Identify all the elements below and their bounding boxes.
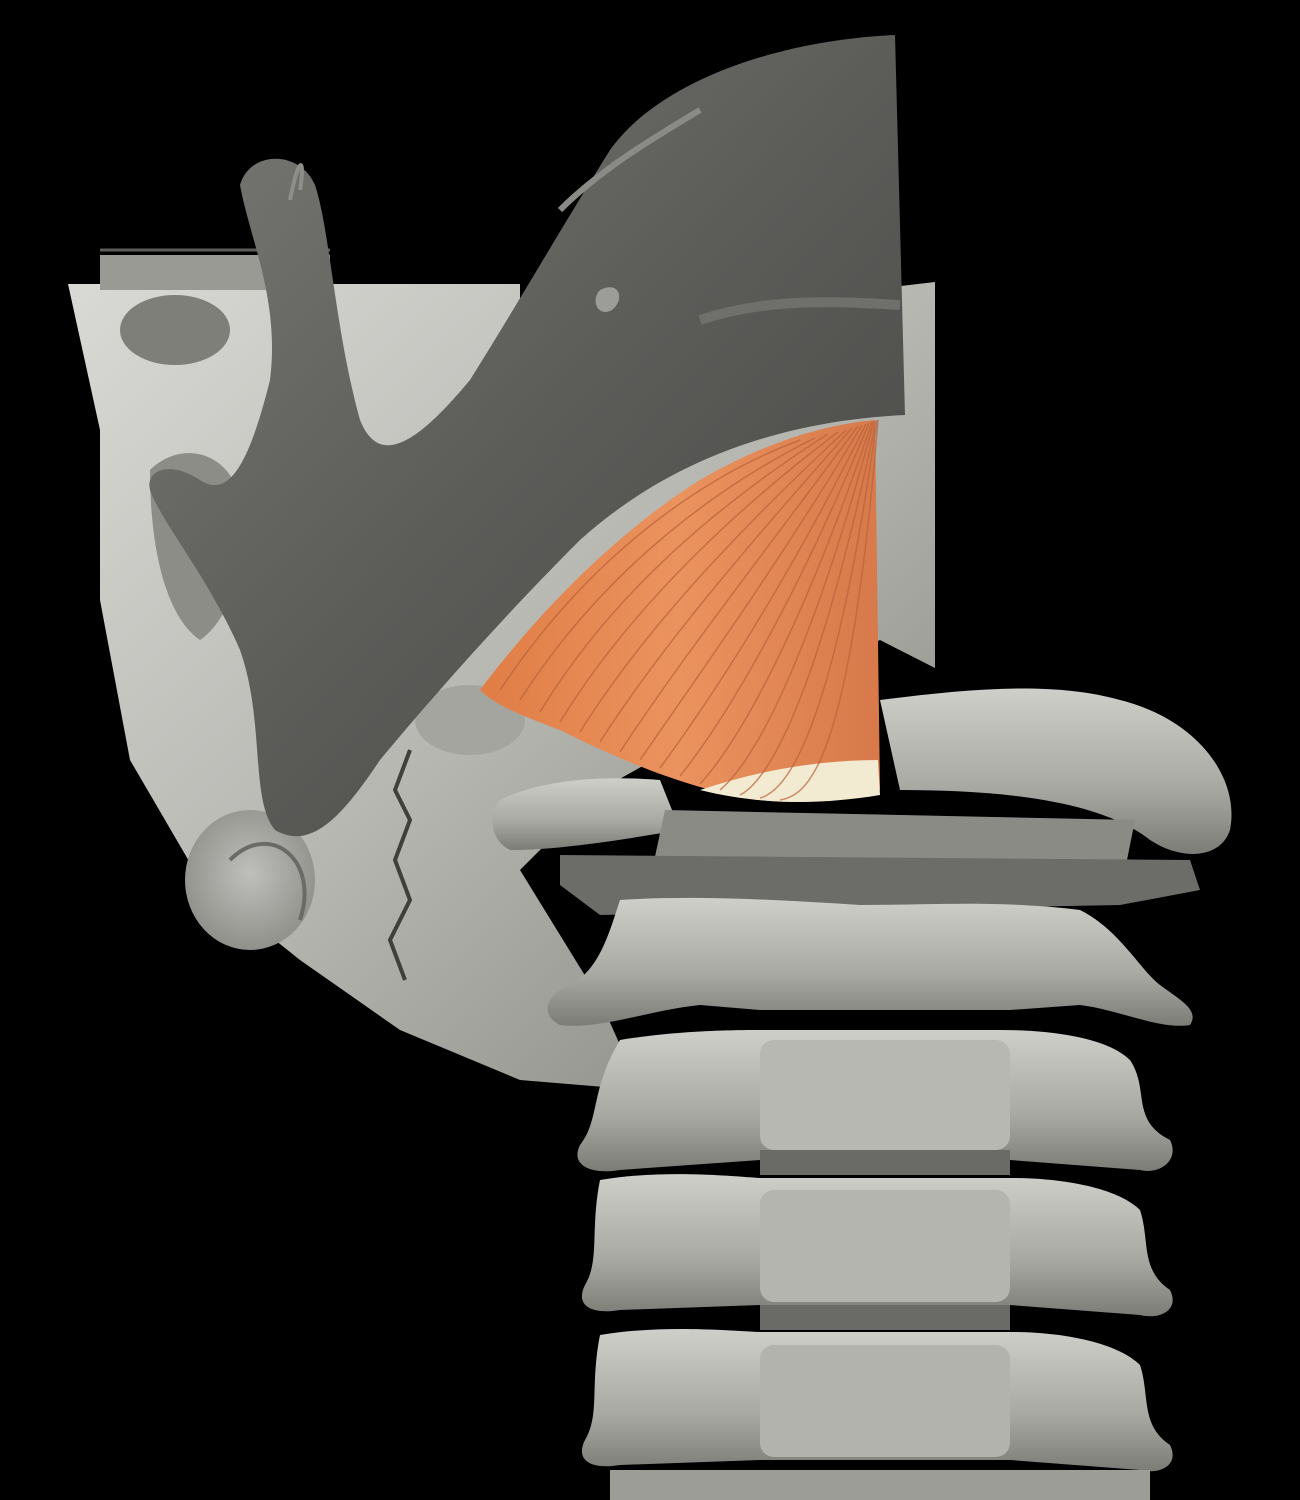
cervical-spine [548, 898, 1193, 1500]
vertebra-c6 [610, 1470, 1150, 1500]
